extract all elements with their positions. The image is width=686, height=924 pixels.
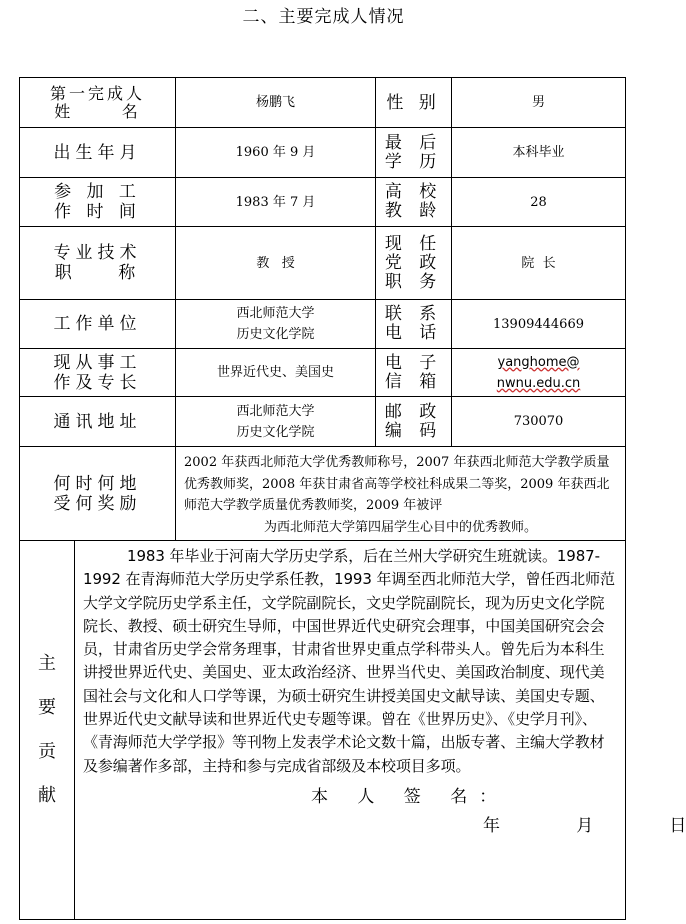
title-label-line1: 专业技术 xyxy=(53,243,142,263)
education-value: 本科毕业 xyxy=(452,128,626,178)
row-birth xyxy=(20,128,626,178)
postcode-label-line1: 邮 政 xyxy=(384,401,443,422)
teaching-years-value: 28 xyxy=(452,178,626,227)
education-label-line2: 学 历 xyxy=(384,151,443,172)
birth-label: 出生年月 xyxy=(20,128,176,178)
awards-text xyxy=(176,447,626,541)
education-label-line1: 最 后 xyxy=(384,132,443,153)
name-label-cell xyxy=(20,78,176,128)
section-title: 二、主要完成人情况 xyxy=(242,7,405,27)
unit-value xyxy=(176,300,376,349)
address-label: 通讯地址 xyxy=(20,397,176,447)
email-value-line2: nwnu.edu.cn xyxy=(496,375,581,391)
row-work-start xyxy=(20,178,626,227)
row-unit xyxy=(20,300,626,349)
phone-label-line2: 电 话 xyxy=(384,323,443,343)
email-label xyxy=(376,349,452,397)
address-value-line2: 历史文化学院 xyxy=(236,424,315,440)
main-completer-table xyxy=(19,77,686,920)
name-label-line2: 姓 名 xyxy=(54,101,141,121)
gender-value: 男 xyxy=(452,78,626,128)
unit-label: 工作单位 xyxy=(20,300,176,349)
email-label-line2: 信 箱 xyxy=(384,371,443,392)
work-start-label-line2: 作 时 间 xyxy=(54,202,141,222)
awards-text-body: 2002 年获西北师范大学优秀教师称号，2007 年获西北师范大学教学质量优秀教师奖，2008 年获甘肃省高等学校社科成果二等奖，2009 年获西北师范大学教学质量优秀教师奖，2009 年被评 xyxy=(184,455,610,513)
party-post-label xyxy=(376,227,452,300)
row-title xyxy=(20,227,626,300)
specialty-label-line1: 现从事工 xyxy=(53,352,142,373)
contribution-side-char-3: 贡 xyxy=(38,741,56,762)
address-value xyxy=(176,397,376,447)
phone-label-line1: 联 系 xyxy=(384,304,443,324)
postcode-value: 730070 xyxy=(452,397,626,447)
email-value xyxy=(452,349,626,397)
work-start-label-line1: 参 加 工 xyxy=(54,182,141,202)
specialty-label xyxy=(20,349,176,397)
teaching-years-label-line2: 教 龄 xyxy=(384,201,443,221)
row-address xyxy=(20,397,626,447)
date-label: 年 月 日 xyxy=(483,815,686,836)
signature-label: 本 人 签 名： xyxy=(311,786,509,807)
work-start-value: 1983 年 7 月 xyxy=(176,178,376,227)
contribution-side-char-4: 献 xyxy=(38,785,56,806)
title-label xyxy=(20,227,176,300)
row-contribution xyxy=(20,541,626,920)
birth-value: 1960 年 9 月 xyxy=(176,128,376,178)
work-start-label xyxy=(20,178,176,227)
email-value-line1: yanghome@ xyxy=(497,354,580,370)
row-specialty xyxy=(20,349,626,397)
party-post-label-line3: 职 务 xyxy=(384,271,443,292)
awards-label xyxy=(20,447,176,541)
awards-label-line1: 何时何地 xyxy=(53,473,142,494)
awards-label-line2: 受何奖励 xyxy=(53,493,142,514)
teaching-years-label xyxy=(376,178,452,227)
teaching-years-label-line1: 高 校 xyxy=(384,182,443,202)
address-value-line1: 西北师范大学 xyxy=(236,403,315,419)
specialty-label-line2: 作及专长 xyxy=(53,372,142,393)
party-post-label-line2: 党 政 xyxy=(384,252,443,273)
education-label xyxy=(376,128,452,178)
row-awards xyxy=(20,447,626,541)
contribution-text: 1983 年毕业于河南大学历史学系，后在兰州大学研究生班就读。1987-1992 在青海师范大学历史学系任教，1993 年调至西北师范大学，曾任西北师范大学文学院历史学系主任，文学院副院长，文史学院副院长，现为历史文化学院院长、教授、硕士研究生导师，中国世界近代史研究会理事，中国美国研究会会员，甘肃省历史学会常务理事，甘肃省世界史重点学科带头人。曾先后为本科生讲授世界近代史、美国史、亚太政治经济、世界当代史、美国政治制度、现代美国社会与文化和人口学等课，为硕士研究生讲授美国史文献导读、美国史专题、世界近代史文献导读和世界近代史专题等课。曾在《世界历史》、《史学月刊》、《青海师范大学学报》等刊物上发表学术论文数十篇，出版专著、主编大学教材及参编著作多部，主持和参与完成省部级及本校项目多项。 xyxy=(83,547,615,775)
party-post-value: 院 长 xyxy=(452,227,626,300)
contribution-side-label xyxy=(20,541,75,920)
gender-label: 性 别 xyxy=(376,78,452,128)
row-name xyxy=(20,78,626,128)
unit-value-line1: 西北师范大学 xyxy=(236,306,315,321)
name-label-line1: 第一完成人 xyxy=(50,83,146,103)
party-post-label-line1: 现 任 xyxy=(384,233,443,254)
title-label-line2: 职 称 xyxy=(54,263,141,283)
postcode-label xyxy=(376,397,452,447)
contribution-side-char-1: 主 xyxy=(38,653,56,674)
name-value: 杨鹏飞 xyxy=(176,78,376,128)
specialty-value: 世界近代史、美国史 xyxy=(176,349,376,397)
postcode-label-line2: 编 码 xyxy=(384,420,443,441)
contribution-cell xyxy=(75,541,686,920)
email-label-line1: 电 子 xyxy=(384,352,443,373)
contribution-side-char-2: 要 xyxy=(38,697,56,718)
phone-value: 13909444669 xyxy=(452,300,626,349)
unit-value-line2: 历史文化学院 xyxy=(236,327,315,342)
awards-text-last: 为西北师范大学第四届学生心目中的优秀教师。 xyxy=(264,519,538,535)
title-value: 教 授 xyxy=(176,227,376,300)
phone-label xyxy=(376,300,452,349)
